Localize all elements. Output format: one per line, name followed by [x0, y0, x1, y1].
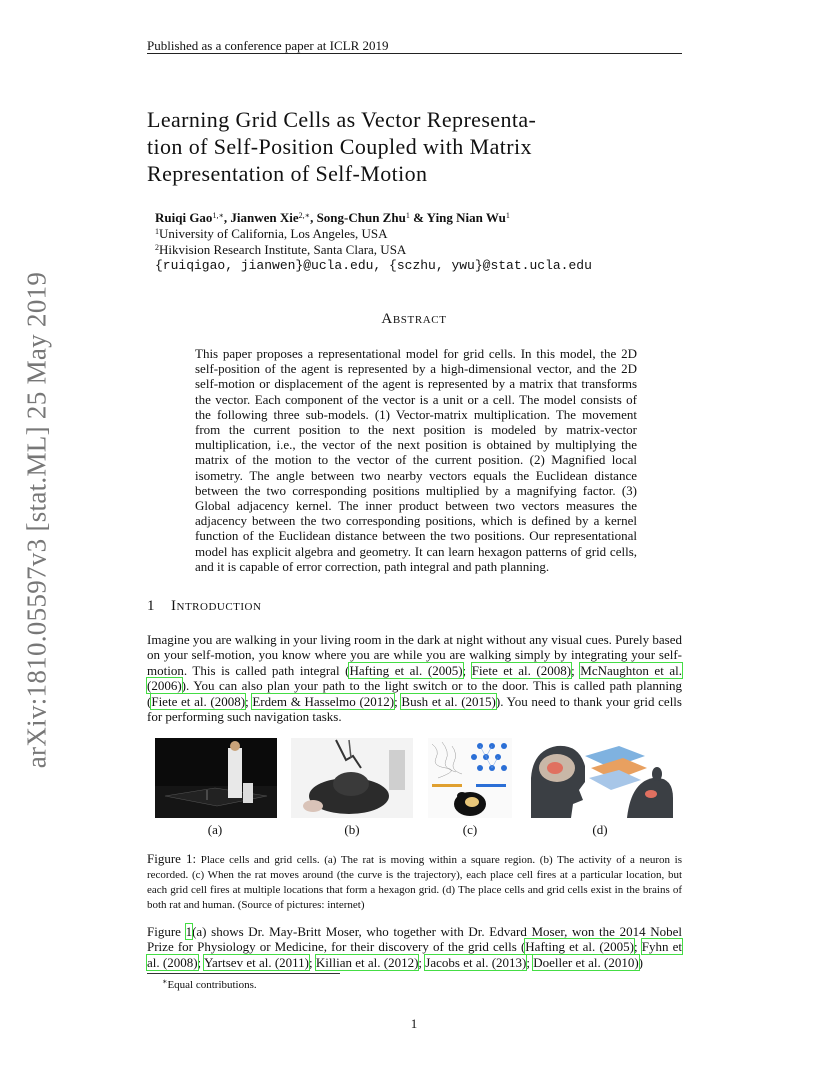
author-list — [155, 210, 510, 226]
header-rule — [147, 53, 682, 54]
subfigure-label-c: (c) — [462, 822, 478, 837]
caption-text: Place cells and grid cells. (a) The rat is moving within a square region. (b) The activity of a neuron is recorded. (c) When the rat moves around (the curve is the trajectory), each place cell fires at a particular location, but each grid cell fires at multiple locations that form a hexagon grid. (d) The place cells and grid cells exist in the brains of both rat and human. (Source of pictures: internet) — [147, 854, 682, 911]
section-title: Introduction — [171, 598, 262, 614]
abstract-body: This paper proposes a representational model for grid cells. In this model, the 2D self-position of the agent is represented by a high-dimensional vector, and the 2D self-motion or displacement of the agent is represented by a matrix that transforms the vector. Each component of the vector is a unit or a cell. The model consists of the following three sub-models. (1) Vector-matrix multiplication. The movement from the current position to the next position is modeled by matrix-vector multiplication, i.e., the vector of the next position is obtained by multiplying the matrix of the motion to the vector of the current position. (2) Magnified local isometry. The angle between two nearby vectors equals the Euclidean distance between the two corresponding positions multiplied by a magnifying factor. (3) Global adjacency kernel. The inner product between two vectors measures the adjacency between the two corresponding positions, which is defined by a kernel function of the Euclidean distance between the two positions. Our representational model has explicit algebra and geometry. It can learn hexagon patterns of grid cells, and it is capable of error correction, path integral and path planning. — [195, 346, 637, 574]
author-name: Ruiqi Gao — [155, 210, 213, 225]
intro-paragraph-1: Imagine you are walking in your living room in the dark at night without any visual cues. Purely based on your self-motion, you know where you are while you are walking simply by integrating your self-motion. This is called path integral (Hafting et al. (2005); Fiete et al. (2008); McNaughton et al. (2006)). You can also plan your path to the light switch or to the door. This is called path planning (Fiete et al. (2008); Erdem & Hasselmo (2012); Bush et al. (2015)). You need to thank your grid cells for performing such navigation tasks. — [147, 632, 682, 725]
author-marker: 2,∗ — [298, 211, 311, 220]
author-name: & Ying Nian Wu — [409, 210, 506, 225]
citation-link[interactable]: Hafting et al. (2005) — [349, 662, 463, 678]
figure-1b-photo — [291, 738, 413, 818]
subfigure-label-b: (b) — [344, 822, 360, 837]
running-header: Published as a conference paper at ICLR 2019 — [147, 38, 389, 53]
paper-title — [147, 106, 687, 187]
figure-reference-link[interactable]: 1 — [185, 924, 193, 939]
citation-link[interactable]: McNaughton et al. (2006) — [147, 662, 682, 694]
caption-label: Figure 1: — [147, 851, 197, 866]
figure-1-caption — [147, 851, 682, 913]
footnote: ∗Equal contributions. — [162, 977, 257, 991]
citation-link[interactable]: Fyhn et al. (2008) — [147, 939, 682, 970]
footnote-rule — [147, 973, 340, 974]
page-number: 1 — [410, 1016, 418, 1031]
affiliation-1: $^1$University of California, Los Angeles, USA — [155, 226, 388, 241]
figure-1d-illustration — [527, 738, 673, 818]
citation-link[interactable]: Erdem & Hasselmo (2012) — [252, 693, 395, 709]
subfigure-label-a: (a) — [207, 822, 223, 837]
citation-link[interactable]: Doeller et al. (2010) — [533, 954, 639, 970]
arxiv-stamp: arXiv:1810.05597v3 [stat.ML] 25 May 2019 — [21, 271, 52, 769]
citation-link[interactable]: Fiete et al. (2008) — [151, 693, 246, 709]
author-marker: 1 — [405, 211, 410, 220]
author-marker: 1 — [505, 211, 510, 220]
author-marker: 1,∗ — [212, 211, 224, 220]
figure-1a-photo — [155, 738, 277, 818]
citation-link[interactable]: Killian et al. (2012) — [315, 954, 419, 970]
citation-link[interactable]: Jacobs et al. (2013) — [425, 954, 527, 970]
author-name: , Jianwen Xie — [223, 210, 299, 225]
abstract-heading: Abstract — [381, 311, 447, 327]
citation-link[interactable]: Yartsev et al. (2011) — [203, 954, 310, 970]
section-number: 1 — [147, 598, 155, 614]
subfigure-label-d: (d) — [592, 822, 608, 837]
figure-1c-diagram — [428, 738, 512, 818]
author-emails: {ruiqigao, jianwen}@ucla.edu, {sczhu, ywu}@stat.ucla.edu — [155, 258, 592, 273]
title-line-3: Representation of Self-Motion — [147, 161, 428, 186]
title-line-1: Learning Grid Cells as Vector Representa- — [147, 107, 537, 132]
affiliation-2: $^2$Hikvision Research Institute, Santa Clara, USA — [155, 242, 407, 257]
author-name: , Song-Chun Zhu — [310, 210, 406, 225]
title-line-2: tion of Self-Position Coupled with Matrix — [147, 134, 532, 159]
citation-link[interactable]: Hafting et al. (2005) — [525, 939, 635, 955]
citation-link[interactable]: Bush et al. (2015) — [401, 693, 496, 709]
intro-paragraph-2: Figure 1(a) shows Dr. May-Britt Moser, who together with Dr. Edvard Moser, won the 2014 Nobel Prize for Physiology or Medicine, for their discovery of the grid cells (Hafting et al. (2005); Fyhn et al. (2008); Yartsev et al. (2011); Killian et al. (2012); Jacobs et al. (2013); Doeller et al. (2010)) — [147, 924, 682, 970]
section-heading — [147, 598, 261, 615]
citation-link[interactable]: Fiete et al. (2008) — [471, 662, 572, 678]
